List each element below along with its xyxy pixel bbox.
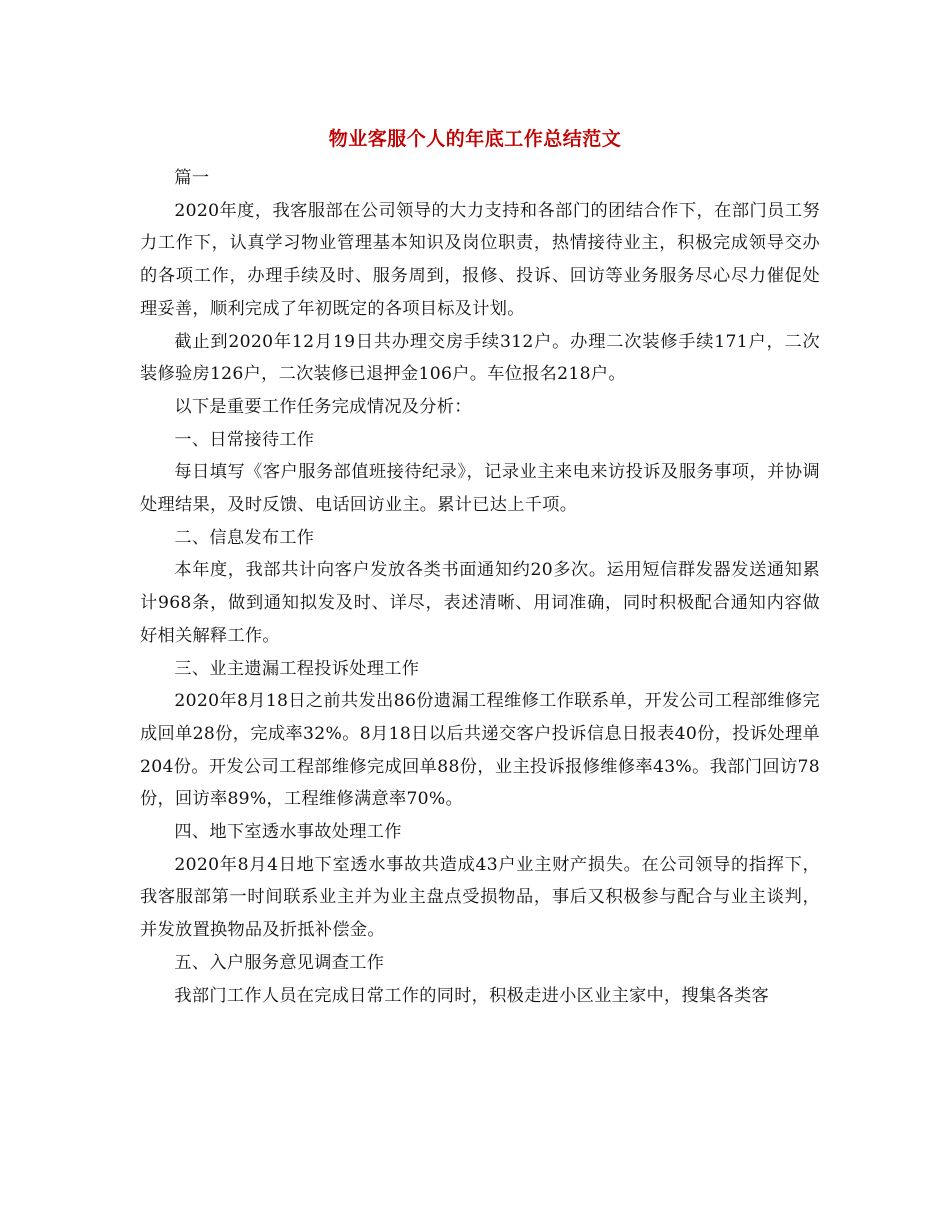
section-heading: 三、业主遗漏工程投诉处理工作	[174, 658, 420, 679]
section-heading: 一、日常接待工作	[174, 429, 315, 450]
section-heading: 四、地下室透水事故处理工作	[174, 822, 402, 843]
section-label: 篇一	[174, 168, 210, 188]
paragraph: 2020年8月18日之前共发出86份遗漏工程维修工作联系单，开发公司工程部维修完成回单28份，完成率32%。8月18日以后共递交客户投诉信息日报表40份，投诉处理单204份。开发公司工程部维修完成回单88份，业主投诉报修维修率43%。我部门回访78份，回访率89%，工程维修满意率70%。	[140, 691, 820, 810]
section-heading: 五、入户服务意见调查工作	[174, 952, 385, 973]
document-title: 物业客服个人的年底工作总结范文	[328, 128, 622, 150]
paragraph: 本年度，我部共计向客户发放各类书面通知约20多次。运用短信群发器发送通知累计968条，做到通知拟发及时、详尽，表述清晰、用词准确，同时积极配合通知内容做好相关解释工作。	[140, 560, 820, 646]
paragraph: 截止到2020年12月19日共办理交房手续312户。办理二次装修手续171户，二次装修验房126户，二次装修已退押金106户。车位报名218户。	[140, 331, 820, 385]
paragraph: 2020年8月4日地下室透水事故共造成43户业主财产损失。在公司领导的指挥下，我客服部第一时间联系业主并为业主盘点受损物品，事后又积极参与配合与业主谈判，并发放置换物品及折抵补偿金。	[140, 854, 820, 941]
paragraph: 每日填写《客户服务部值班接待纪录》，记录业主来电来访投诉及服务事项，并协调处理结果，及时反馈、电话回访业主。累计已达上千项。	[140, 462, 820, 516]
paragraph: 2020年度，我客服部在公司领导的大力支持和各部门的团结合作下，在部门员工努力工作下，认真学习物业管理基本知识及岗位职责，热情接待业主，积极完成领导交办的各项工作，办理手续及时、服务周到，报修、投诉、回访等业务服务尽心尽力催促处理妥善，顺利完成了年初既定的各项目标及计划。	[140, 200, 820, 319]
paragraph: 我部门工作人员在完成日常工作的同时，积极走进小区业主家中，搜集各类客	[174, 985, 769, 1006]
document-body	[140, 162, 820, 1012]
section-heading: 二、信息发布工作	[174, 527, 315, 548]
paragraph: 以下是重要工作任务完成情况及分析：	[174, 396, 472, 417]
